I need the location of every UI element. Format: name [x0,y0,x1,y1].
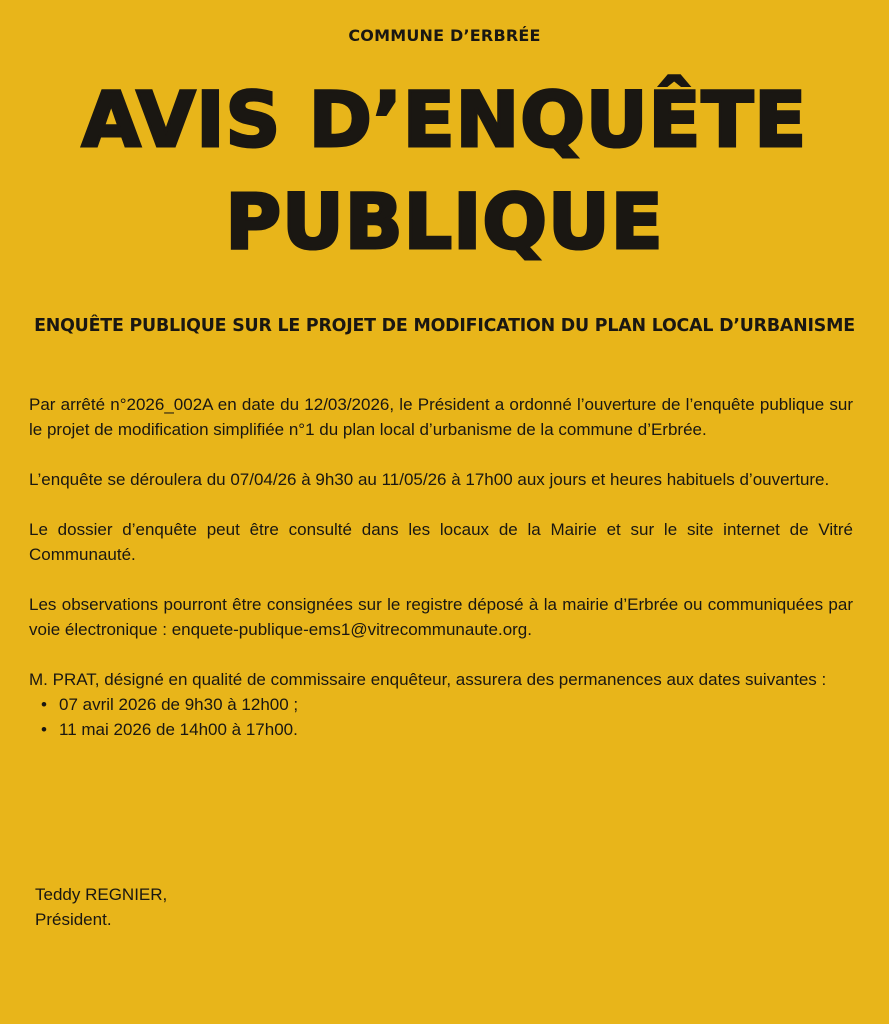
list-item: • 11 mai 2026 de 14h00 à 17h00. [29,717,853,742]
notice-body [29,392,853,742]
paragraph-observations: Les observations pourront être consignées sur le registre déposé à la mairie d’Erbrée ou communiquées par voie électronique : enquete-publique-ems1@vitrecommunaute.org. [29,595,853,639]
list-item: • 07 avril 2026 de 9h30 à 12h00 ; [29,692,853,717]
notice-subtitle: ENQUÊTE PUBLIQUE SUR LE PROJET DE MODIFICATION DU PLAN LOCAL D’URBANISME [34,316,855,336]
permanences-list [29,692,853,742]
signature-block [35,882,167,932]
signature-name: Teddy REGNIER, [35,885,168,904]
paragraph-arrete: Par arrêté n°2026_002A en date du 12/03/2026, le Président a ordonné l’ouverture de l’enquête publique sur le projet de modification simplifiée n°1 du plan local d’urbanisme de la commune d’Erbrée. [29,395,853,439]
notice-title-line-1: AVIS D’ENQUÊTE [81,75,808,164]
signature-role: Président. [35,910,112,929]
paragraph-dossier: Le dossier d’enquête peut être consulté dans les locaux de la Mairie et sur le site internet de Vitré Communauté. [29,520,853,564]
notice-title-line-2: PUBLIQUE [225,177,664,266]
paragraph-commissaire: M. PRAT, désigné en qualité de commissaire enquêteur, assurera des permanences aux dates suivantes : [29,670,827,689]
commune-name: COMMUNE D’ERBRÉE [348,26,541,45]
paragraph-dates: L’enquête se déroulera du 07/04/26 à 9h30 au 11/05/26 à 17h00 aux jours et heures habituels d’ouverture. [29,470,830,489]
